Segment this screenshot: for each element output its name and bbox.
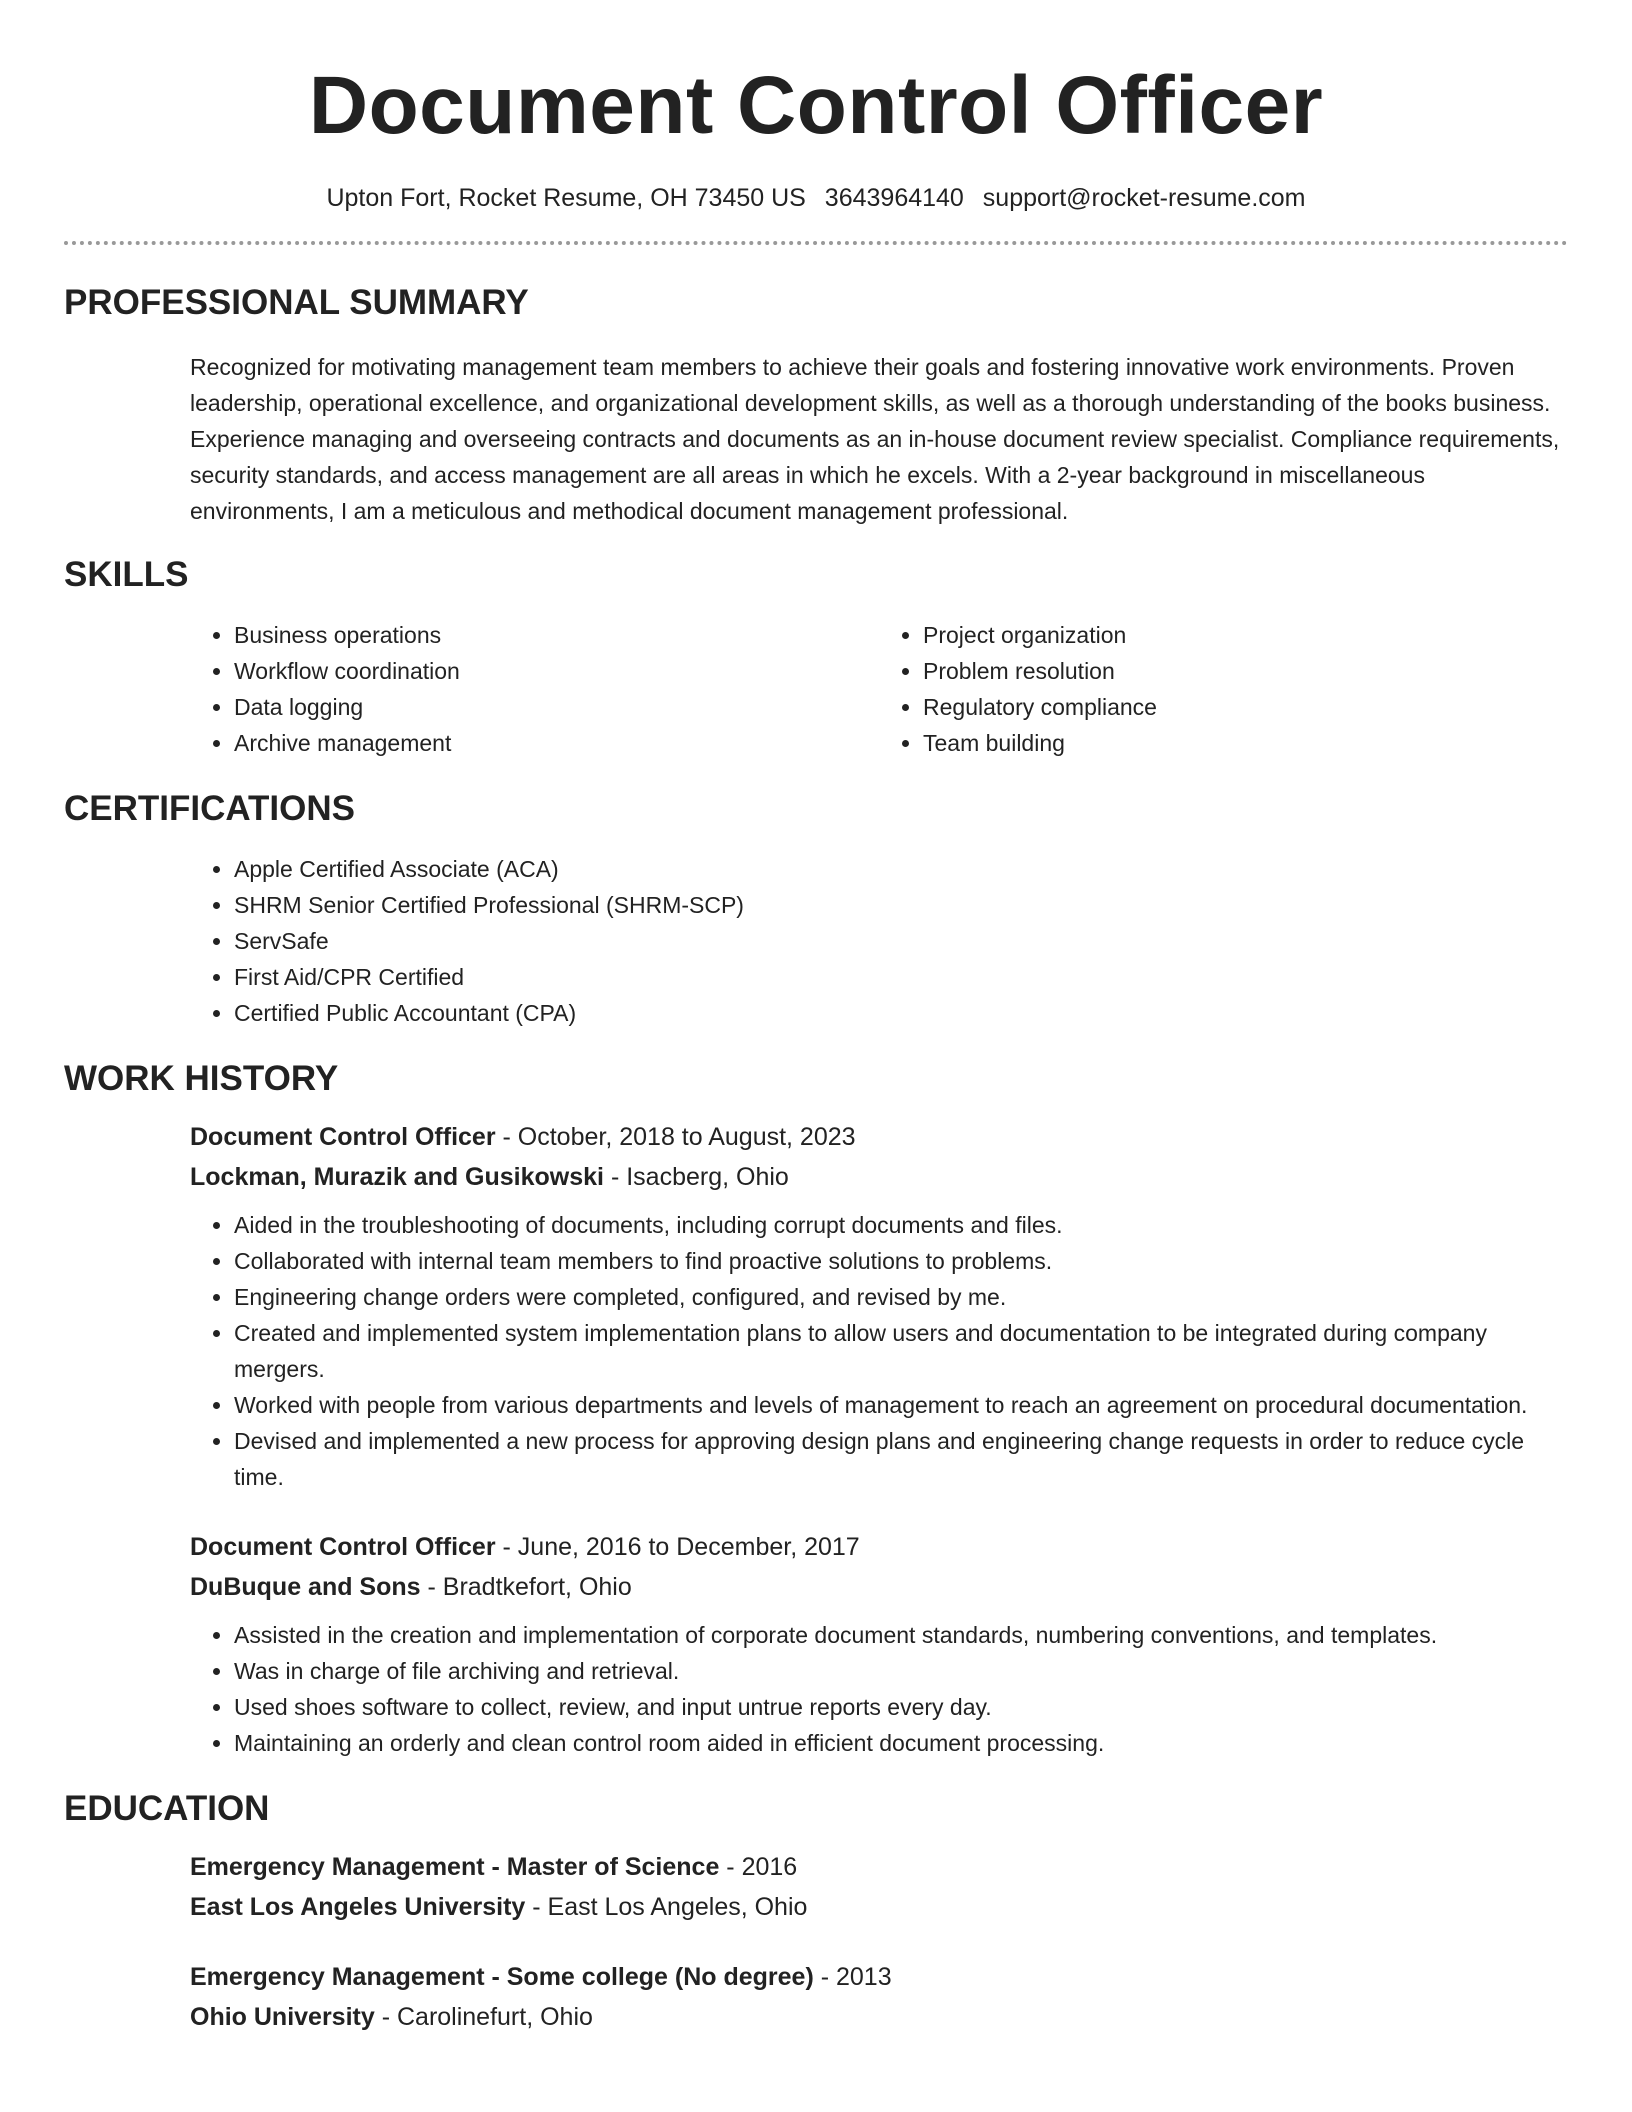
list-item: • Devised and implemented a new process for approving design plans and engineering change requests in order to reduce cycle time. [234,1423,1568,1495]
skills-section [64,553,1568,761]
job-company: Lockman, Murazik and Gusikowski [190,1163,605,1191]
work-section [64,1057,1568,1761]
contact-line [64,182,1568,214]
education-school: East Los Angeles University [190,1893,526,1921]
job-company-line [190,1567,1568,1607]
header-divider [64,241,1568,245]
certifications-title: CERTIFICATIONS [64,789,356,828]
job-location: - Bradtkefort, Ohio [420,1573,632,1601]
education-degree: Emergency Management - Master of Science [190,1853,720,1881]
education-school-line [190,1997,1568,2037]
job-location: - Isacberg, Ohio [604,1163,789,1191]
skills-grid [190,617,1568,761]
education-year: - 2016 [719,1853,798,1881]
job-bullets [190,1617,1568,1761]
summary-title: PROFESSIONAL SUMMARY [64,283,529,322]
work-title: WORK HISTORY [64,1059,339,1098]
list-item: • Collaborated with internal team members to find proactive solutions to problems. [234,1243,1568,1279]
education-title: EDUCATION [64,1789,270,1828]
list-item: • Team building [923,725,1568,761]
education-section [64,1787,1568,2037]
list-item: • ServSafe [234,923,1568,959]
education-location: - Carolinefurt, Ohio [374,2003,593,2031]
skills-right-list [879,617,1568,761]
contact-phone: 3643964140 [824,184,964,212]
list-item: • Certified Public Accountant (CPA) [234,995,1568,1031]
list-item: • Maintaining an orderly and clean control room aided in efficient document processing. [234,1725,1568,1761]
list-item: • Aided in the troubleshooting of documents, including corrupt documents and files. [234,1207,1568,1243]
job-role: Document Control Officer [190,1533,496,1561]
job-company-line [190,1157,1568,1197]
list-item: • Assisted in the creation and implementation of corporate document standards, numbering conventions, and templates. [234,1617,1568,1653]
job-entry [190,1527,1568,1761]
list-item: • Data logging [234,689,879,725]
education-year: - 2013 [813,1963,892,1991]
list-item: • Apple Certified Associate (ACA) [234,851,1568,887]
list-item: • Created and implemented system implementation plans to allow users and documentation to be integrated during company mergers. [234,1315,1568,1387]
education-entry [190,1847,1568,1927]
education-location: - East Los Angeles, Ohio [525,1893,808,1921]
summary-text: Recognized for motivating management team members to achieve their goals and fostering innovative work environments. Proven leadership, operational excellence, and organizational development skills, as well as a thorough understanding of the books business. Experience managing and overseeing contracts and documents as an in-house document review specialist. Compliance requirements, security standards, and access management are all areas in which he excels. With a 2-year background in miscellaneous environments, I am a meticulous and methodical document management professional. [190,354,1560,524]
list-item: • Was in charge of file archiving and retrieval. [234,1653,1568,1689]
job-bullets [190,1207,1568,1495]
education-degree: Emergency Management - Some college (No degree) [190,1963,814,1991]
list-item: • Worked with people from various departments and levels of management to reach an agreement on procedural documentation. [234,1387,1568,1423]
education-degree-line [190,1957,1568,1997]
list-item: • Project organization [923,617,1568,653]
summary-section [64,281,1568,529]
list-item: • Used shoes software to collect, review, and input untrue reports every day. [234,1689,1568,1725]
contact-email[interactable]: support@rocket-resume.com [982,184,1306,212]
job-dates: - June, 2016 to December, 2017 [495,1533,860,1561]
list-item: • Engineering change orders were completed, configured, and revised by me. [234,1279,1568,1315]
contact-address: Upton Fort, Rocket Resume, OH 73450 US [326,184,806,212]
education-school: Ohio University [190,2003,375,2031]
list-item: • Business operations [234,617,879,653]
education-degree-line [190,1847,1568,1887]
resume-name: Document Control Officer [308,60,1324,151]
resume-page [64,0,1568,2037]
job-entry [190,1117,1568,1495]
skills-left-list [190,617,879,761]
job-role-line [190,1117,1568,1157]
job-role: Document Control Officer [190,1123,496,1151]
list-item: • Regulatory compliance [923,689,1568,725]
list-item: • Problem resolution [923,653,1568,689]
list-item: • Archive management [234,725,879,761]
list-item: • First Aid/CPR Certified [234,959,1568,995]
job-company: DuBuque and Sons [190,1573,421,1601]
certifications-section [64,787,1568,1031]
certifications-list [190,851,1568,1031]
education-entry [190,1957,1568,2037]
list-item: • Workflow coordination [234,653,879,689]
job-role-line [190,1527,1568,1567]
education-school-line [190,1887,1568,1927]
job-dates: - October, 2018 to August, 2023 [495,1123,856,1151]
list-item: • SHRM Senior Certified Professional (SHRM-SCP) [234,887,1568,923]
skills-title: SKILLS [64,555,189,594]
